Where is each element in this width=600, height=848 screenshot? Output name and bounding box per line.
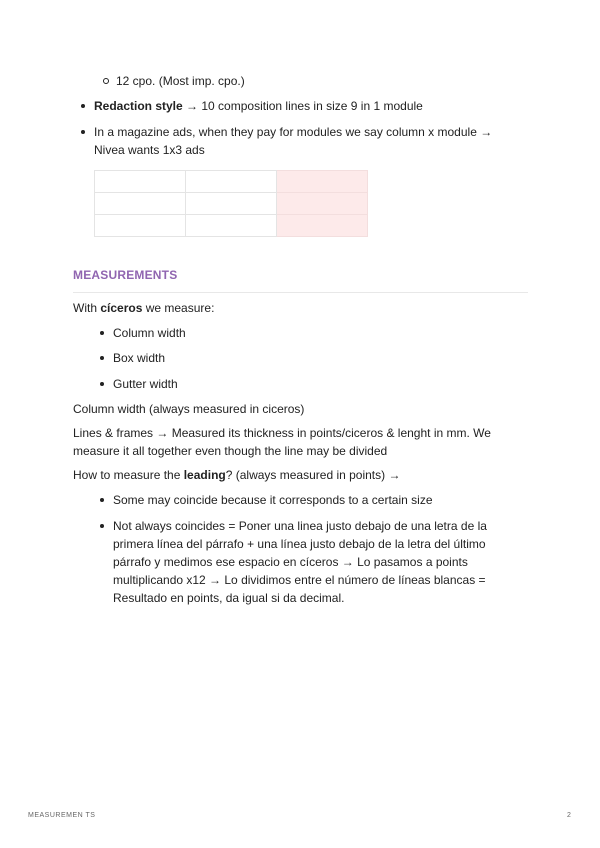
- table-row: [95, 215, 368, 237]
- sub-list-item: [116, 72, 245, 90]
- list-item: [113, 375, 178, 393]
- footer-section-title: MEASUREMEN TS: [28, 812, 96, 819]
- table-cell: [186, 215, 277, 237]
- leading-item2-line: primera línea del párrafo + una línea justo debajo de la letra del último: [113, 537, 486, 551]
- measure-item-text: Gutter width: [113, 377, 178, 391]
- lines-frames-line1: Lines & frames → Measured its thickness in points/ciceros & lenght in mm. We: [73, 426, 491, 440]
- intro-paragraph: [73, 299, 214, 317]
- table-cell: [95, 171, 186, 193]
- table-cell: [95, 193, 186, 215]
- leading-paragraph: [73, 466, 400, 484]
- leading-item2-line: Not always coincides = Poner una linea justo debajo de una letra de la: [113, 519, 487, 533]
- redaction-style-label: Redaction style: [94, 99, 183, 113]
- leading-post: ? (always measured in points) →: [225, 468, 401, 482]
- table-cell: [95, 215, 186, 237]
- section-heading: MEASUREMENTS: [73, 268, 178, 282]
- table-cell-highlight: [277, 215, 368, 237]
- leading-item2-line: Resultado en points, da igual si da decimal.: [113, 591, 345, 605]
- list-item: [113, 517, 487, 535]
- list-item: [113, 491, 433, 509]
- list-item: [113, 349, 165, 367]
- intro-post: we measure:: [142, 301, 215, 315]
- magazine-ads-line2-wrap: [94, 141, 205, 159]
- leading-term: leading: [183, 468, 226, 482]
- lines-frames-line2: measure it all together even though the line may be divided: [73, 444, 388, 458]
- measure-item-text: Box width: [113, 351, 166, 365]
- leading-item-text: Some may coincide because it corresponds to a certain size: [113, 493, 433, 507]
- list-item: [113, 324, 186, 342]
- table-cell-highlight: [277, 171, 368, 193]
- leading-pre: How to measure the: [73, 468, 184, 482]
- ciceros-term: cíceros: [100, 301, 143, 315]
- list-item-magazine-ads: [94, 123, 492, 141]
- list-item-redaction-style: [94, 97, 423, 115]
- heading-divider: [73, 292, 528, 293]
- table-cell: [186, 171, 277, 193]
- table-cell-highlight: [277, 193, 368, 215]
- column-width-paragraph: Column width (always measured in ciceros): [73, 402, 305, 416]
- magazine-ads-line1: In a magazine ads, when they pay for modules we say column x module →: [94, 125, 493, 139]
- table-row: [95, 171, 368, 193]
- module-table: [94, 170, 368, 237]
- redaction-style-text: → 10 composition lines in size 9 in 1 module: [182, 99, 423, 113]
- page-number: 2: [567, 812, 571, 819]
- leading-item2-line: párrafo y medimos ese espacio en cíceros → Lo pasamos a points: [113, 555, 468, 569]
- intro-pre: With: [73, 301, 101, 315]
- table-cell: [186, 193, 277, 215]
- magazine-ads-line2: Nivea wants 1x3 ads: [94, 143, 205, 157]
- leading-item2-line: multiplicando x12 → Lo dividimos entre el número de líneas blancas =: [113, 573, 486, 587]
- table-row: [95, 193, 368, 215]
- sub-list-item-text: 12 cpo. (Most imp. cpo.): [116, 74, 245, 88]
- measure-item-text: Column width: [113, 326, 186, 340]
